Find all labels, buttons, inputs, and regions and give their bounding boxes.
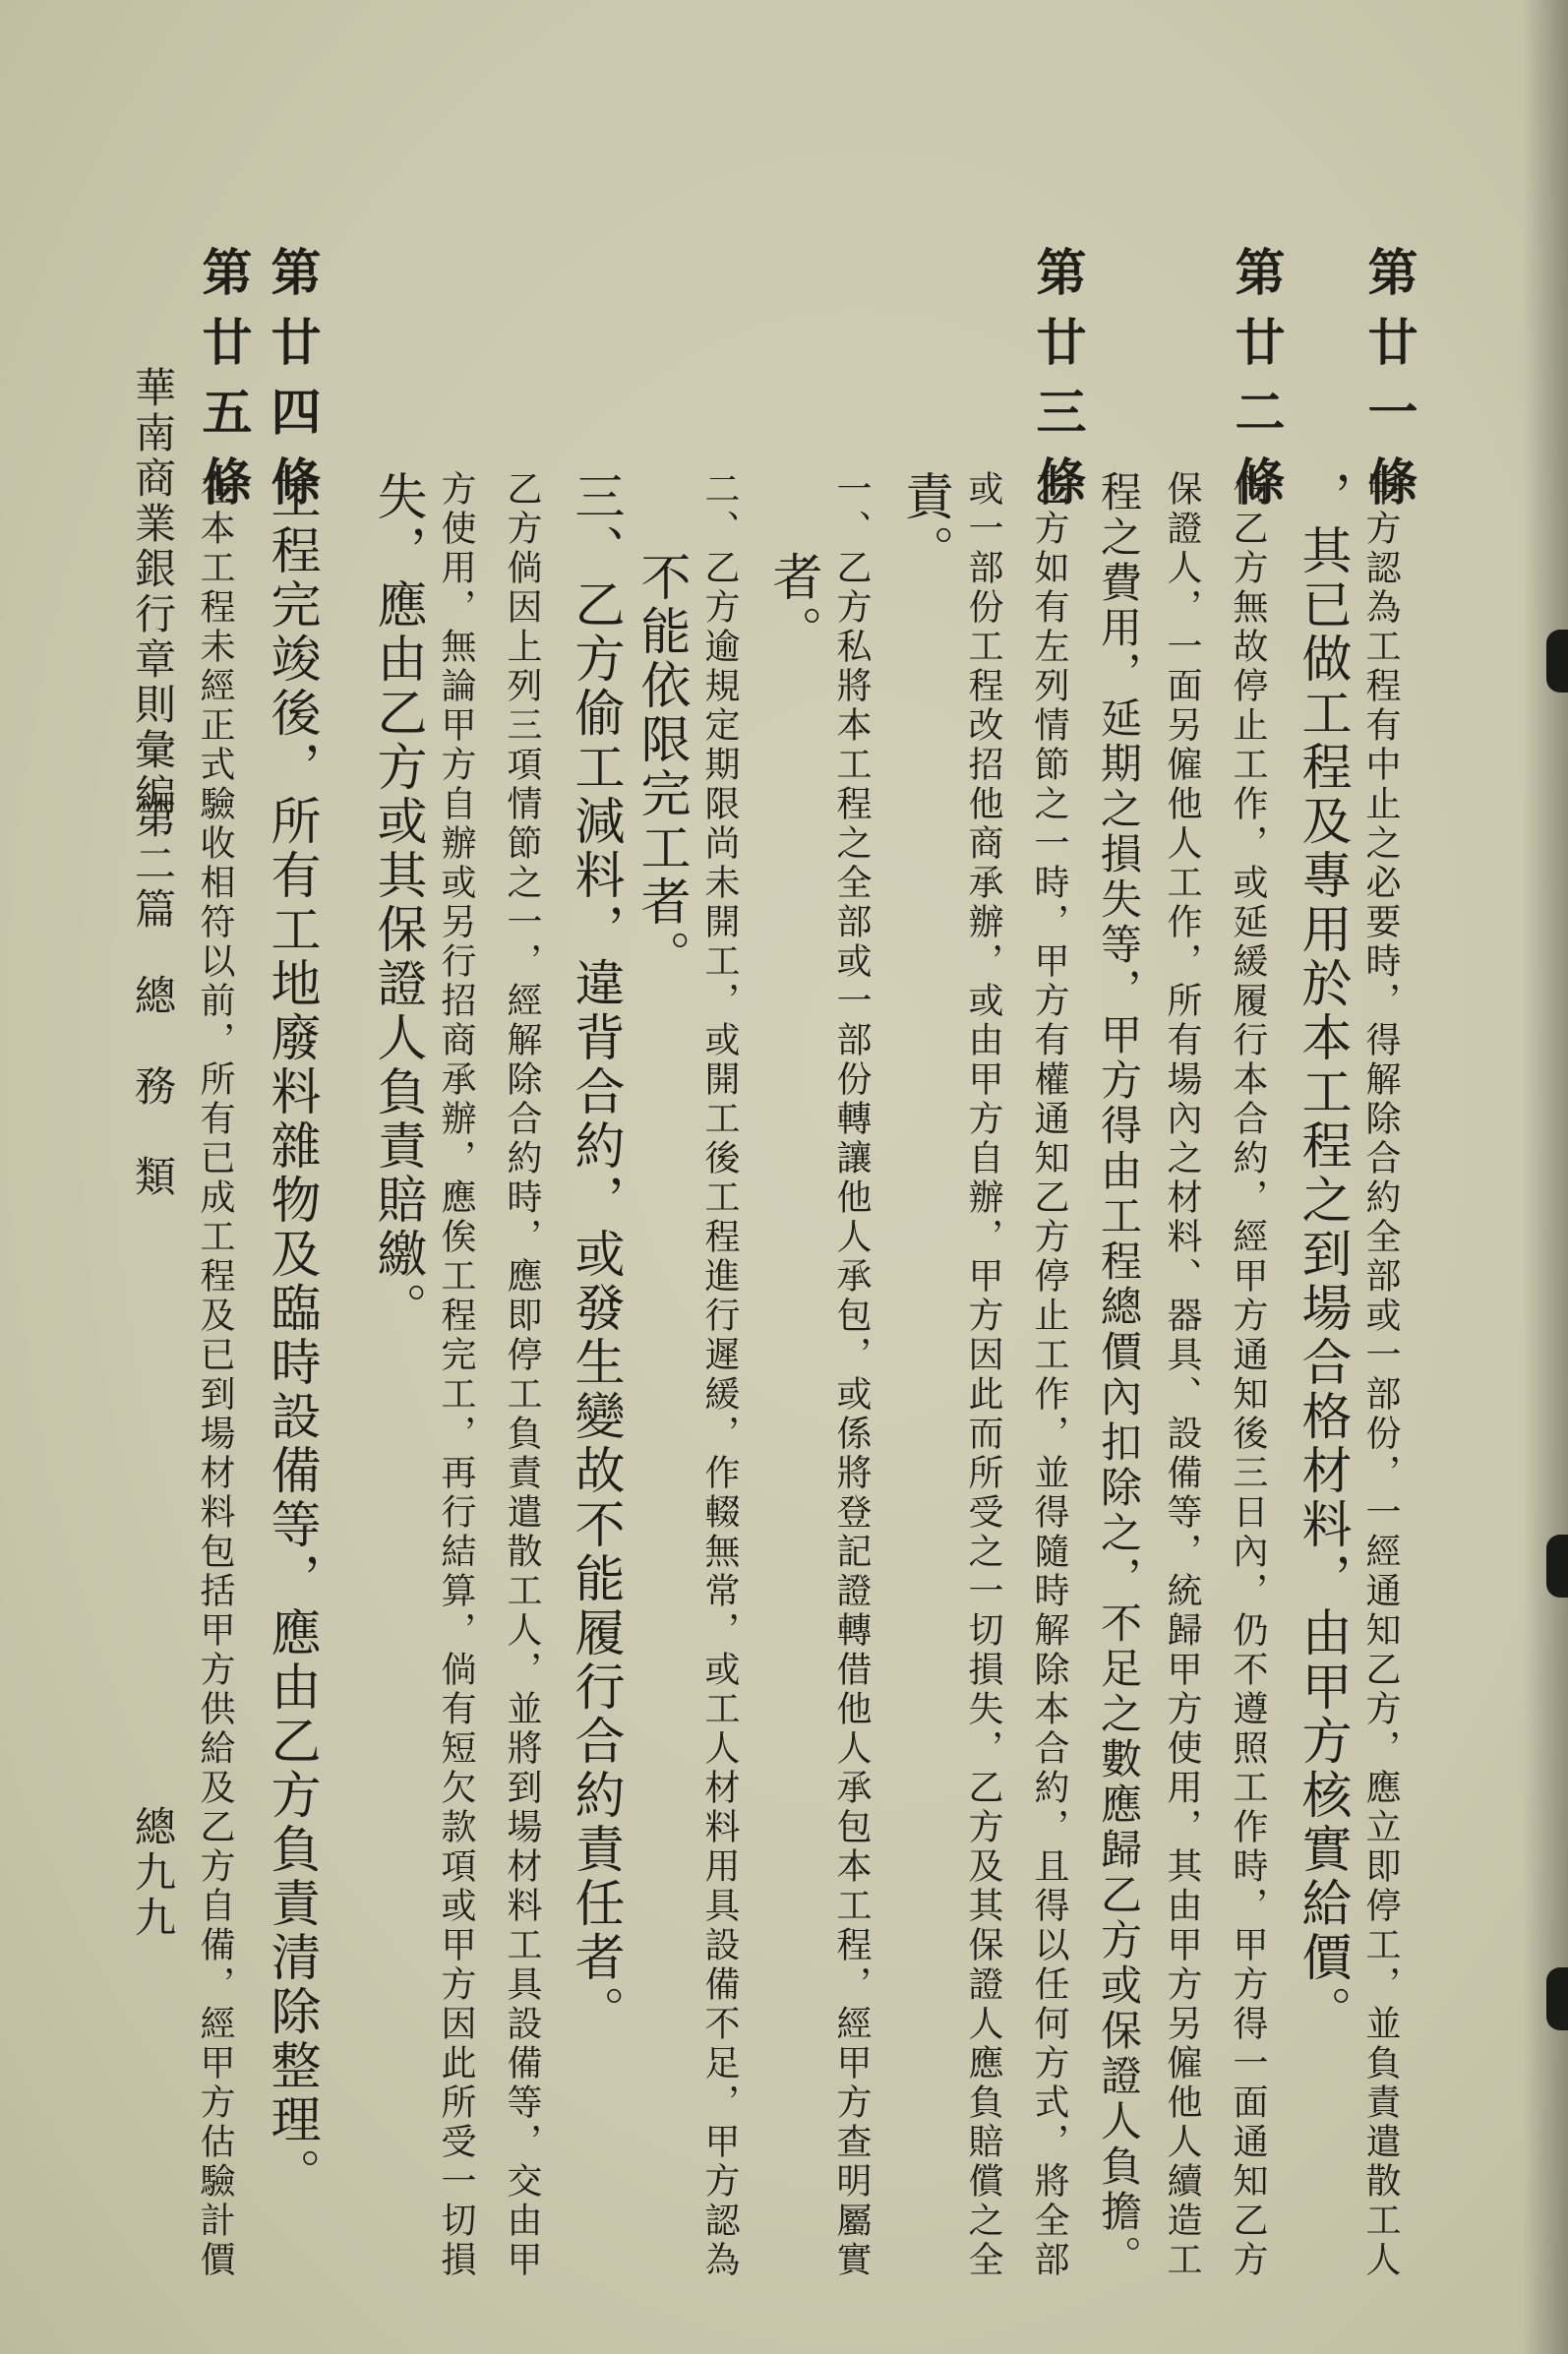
article-25-title: 第廿五條	[193, 246, 252, 525]
article-21-line-2: ，其已做工程及專用於本工程之到場合格材料，由甲方核實給價。	[1293, 470, 1351, 2039]
article-23-item-2-cont: 不能依限完工者。	[632, 551, 690, 984]
article-24-title: 第廿四條	[262, 246, 321, 525]
binding-hole	[1546, 1967, 1568, 2030]
article-23-closing-1: 乙方倘因上列三項情節之一，經解除合約時，應即停工負責遣散工人，並將到場材料工具設備等，交由甲	[502, 470, 542, 2280]
article-22-title: 第廿二條	[1226, 246, 1285, 525]
article-22-line-2: 保證人，一面另僱他人工作，所有場內之材料、器具、設備等，統歸甲方使用，其由甲方另僱他人續造工	[1162, 470, 1202, 2280]
article-23-title: 第廿三條	[1027, 246, 1086, 525]
article-23-line-3: 責。	[895, 470, 953, 578]
footer-category: 總 務 類	[129, 974, 177, 1200]
article-25-line-1: 在本工程未經正式驗收相符以前，所有已成工程及已到場材料包括甲方供給及乙方自備，經甲方估驗計價	[195, 470, 235, 2280]
article-23-item-1: 一、乙方私將本工程之全部或一部份轉讓他人承包，或係將登記證轉借他人承包本工程，經甲方查明屬實	[831, 470, 872, 2280]
article-23-closing-3: 失，應由乙方或其保證人負責賠繳。	[368, 470, 426, 1336]
article-22-line-1: 倘乙方無故停止工作，或延緩履行本合約，經甲方通知後三日內，仍不遵照工作時，甲方得一面通知乙方	[1228, 470, 1268, 2280]
article-23-closing-2: 方使用，無論甲方自辦或另行招商承辦，應俟工程完工，再行結算，倘有短欠款項或甲方因此所受一切損	[436, 470, 476, 2280]
article-24-line-1: 工程完竣後，所有工地廢料雜物及臨時設備等，應由乙方負責清除整理。	[262, 470, 320, 2202]
article-23-item-1-cont: 者。	[763, 551, 821, 659]
article-21-line-1: 甲方認為工程有中止之必要時，得解除合約全部或一部份，一經通知乙方，應立即停工，並負責遣散工人	[1360, 470, 1401, 2280]
article-23-line-2: 或一部份工程改招他商承辦，或由甲方自辦，甲方因此而所受之一切損失，乙方及其保證人應負賠償之全	[963, 470, 1003, 2280]
footer-part: 第二篇	[129, 797, 177, 933]
article-23-item-3: 三、乙方偷工減料，違背合約，或發生變故不能履行合約責任者。	[566, 470, 624, 2039]
article-23-line-1: 乙方如有左列情節之一時，甲方有權通知乙方停止工作，並得隨時解除本合約，且得以任何方式，將全部	[1029, 470, 1069, 2280]
footer-book-title: 華南商業銀行章則彙編	[129, 366, 177, 818]
article-21-title: 第廿一條	[1358, 246, 1417, 525]
page-number: 總九九	[129, 1805, 177, 1941]
article-22-line-3: 程之費用，延期之損失等，甲方得由工程總價內扣除之，不足之數應歸乙方或保證人負擔。	[1095, 470, 1143, 2280]
binding-hole	[1546, 630, 1568, 693]
article-23-item-2: 二、乙方逾規定期限尚未開工，或開工後工程進行遲緩，作輟無常，或工人材料用具設備不足，甲方認為	[699, 470, 740, 2280]
binding-hole	[1546, 1535, 1568, 1598]
